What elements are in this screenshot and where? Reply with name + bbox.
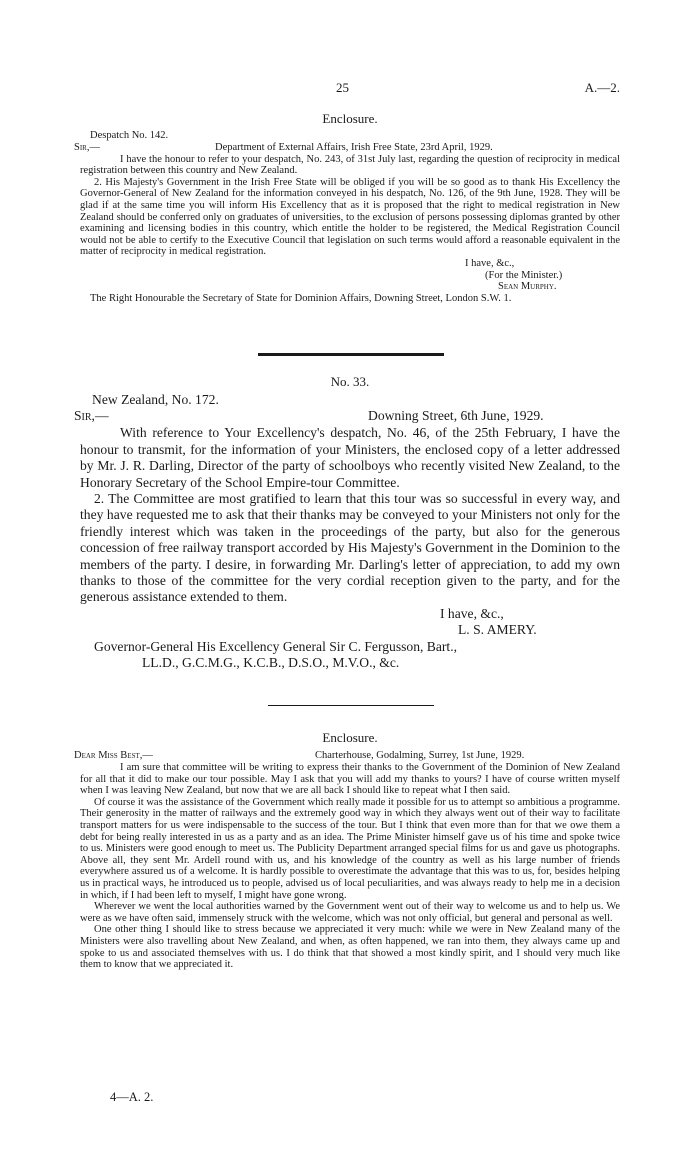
enclosure-2 — [74, 730, 620, 971]
enclosure-2-title: Enclosure. — [322, 730, 378, 745]
despatch-origin: Downing Street, 6th June, 1929. — [368, 408, 544, 424]
enclosure-1-paragraph: 2. His Majesty's Government in the Irish Free State will be obliged if you will be so good as to thank His Excellency the Governor-General of New Zealand for the information conveyed in his despatch, No. 126, of the 9th June, 1928. They will be glad if at the same time you will inform His Excellency that as it is proposed that the right to medical registration in New Zealand should be conferred only on graduates of universities, to the exclusion of persons possessing diplomas granted by other examining and licensing bodies in this country, which entitle the holder to be registered, the Medical Registration Council would not be able to certify to the Executive Council that legislation on such terms would afford a reasonable equivalent in the matter of reciprocity in medical registration. — [80, 176, 620, 258]
despatch-paragraph: 2. The Committee are most gratified to learn that this tour was so successful in every way, and they have requested me to ask that their thanks may be conveyed to your Ministers not only for the friendly interest which was taken in the proceedings of the party, but also for the generous concession of free railway transport accorded by His Majesty's Government in the Dominion to the members of the party. I desire, in forwarding Mr. Darling's letter of appreciation, to add my own thanks to those of the committee for the very cordial reception given to the party, and for the generous assistance extended to them. — [80, 491, 620, 605]
enclosure-2-paragraph: I am sure that committee will be writing to express their thanks to the Government of the Dominion of New Zealand for all that it did to make our tour possible. May I ask that you will add my thanks to yours? I have of course written myself when I was leaving New Zealand, but now that we are all back I should like to repeat what I then said. — [80, 762, 620, 797]
enclosure-1-despatch: Despatch No. 142. — [90, 130, 169, 141]
enclosure-2-paragraph: Wherever we went the local authorities warned by the Government went out of their way to welcome us and to help us. We were as we have often said, immensely struck with the welcome, which was not only official, but general and personal as well. — [80, 901, 620, 924]
document-reference: A.—2. — [584, 80, 620, 95]
enclosure-1-closing: I have, &c., — [465, 257, 515, 269]
enclosure-2-salutation-row — [74, 750, 620, 762]
enclosure-1-title: Enclosure. — [322, 111, 378, 126]
enclosure-2-origin: Charterhouse, Godalming, Surrey, 1st June, 1929. — [315, 750, 525, 761]
signature-mark: 4—A. 2. — [110, 1090, 154, 1104]
enclosure-1-salutation-row — [74, 141, 620, 154]
enclosure-1-signature: Sean Murphy. — [498, 281, 557, 293]
enclosure-1-salutation: Sir,— — [74, 141, 100, 153]
enclosure-2-salutation: Dear Miss Best,— — [74, 750, 153, 761]
enclosure-1-origin: Department of External Affairs, Irish Free State, 23rd April, 1929. — [215, 141, 493, 153]
despatch-salutation: Sir,— — [74, 408, 109, 424]
enclosure-1-paragraph: I have the honour to refer to your despatch, No. 243, of 31st July last, regarding the question of reciprocity in medical registration between this country and New Zealand. — [80, 153, 620, 177]
despatch-paragraph: With reference to Your Excellency's despatch, No. 46, of the 25th February, I have the honour to transmit, for the information of your Ministers, the enclosed copy of a letter addressed by Mr. J. R. Darling, Director of the party of schoolboys who recently visited New Zealand, to the Honorary Secretary of the School Empire-tour Committee. — [80, 425, 620, 490]
despatch-closing: I have, &c., — [440, 605, 504, 621]
despatch-signature: L. S. AMERY. — [458, 622, 537, 638]
despatch-addressee-line-1: Governor-General His Excellency General Sir C. Fergusson, Bart., — [94, 638, 458, 654]
section-divider — [268, 705, 434, 706]
section-divider — [258, 353, 444, 356]
page-header — [80, 80, 620, 96]
enclosure-1-addressee: The Right Honourable the Secretary of State for Dominion Affairs, Downing Street, London S.W. 1. — [90, 292, 512, 304]
despatch-reference: New Zealand, No. 172. — [92, 392, 219, 407]
enclosure-1 — [74, 111, 620, 304]
despatch-addressee-line-2: LL.D., G.C.M.G., K.C.B., D.S.O., M.V.O., &c. — [142, 655, 400, 671]
enclosure-2-paragraph: One other thing I should like to stress because we appreciated it very much: while we were in New Zealand many of the Ministers were also travelling about New Zealand, and when, as often happened, we ran into them, they always came up and spoke to us and associated themselves with us. I do think that that showed a most kindly spirit, and I should very much like them to know that we appreciated it. — [80, 924, 620, 971]
enclosure-2-paragraph: Of course it was the assistance of the Government which really made it possible for us to attempt so ambitious a programme. Their generosity in the matter of railways and the extremely good way in which they always went out of their way to facilitate transport matters for us were indispensable to the success of the tour. But I think that even more than for that we owe them a debt for being really interested in us as a party and as an idea. The Prime Minister himself gave us of his time and spoke twice to us. Ministers were good enough to meet us. The Publicity Department arranged special films for us and gave us photographs. Above all, they sent Mr. Ardell round with us, and his knowledge of the country as well as his large number of friends everywhere assured us of a welcome. It is hardly possible to overestimate the advantage that this was to us, for, besides helping us in practical ways, he introduced us to people, advised us of local peculiarities, and was always ready to help me in a decision in which, if I had been left to myself, I might have gone wrong. — [80, 796, 620, 901]
page-number: 25 — [336, 80, 349, 95]
despatch-no-33 — [74, 374, 620, 672]
enclosure-1-for-minister: (For the Minister.) — [485, 269, 563, 281]
despatch-title: No. 33. — [330, 374, 370, 389]
despatch-salutation-row — [74, 408, 620, 425]
